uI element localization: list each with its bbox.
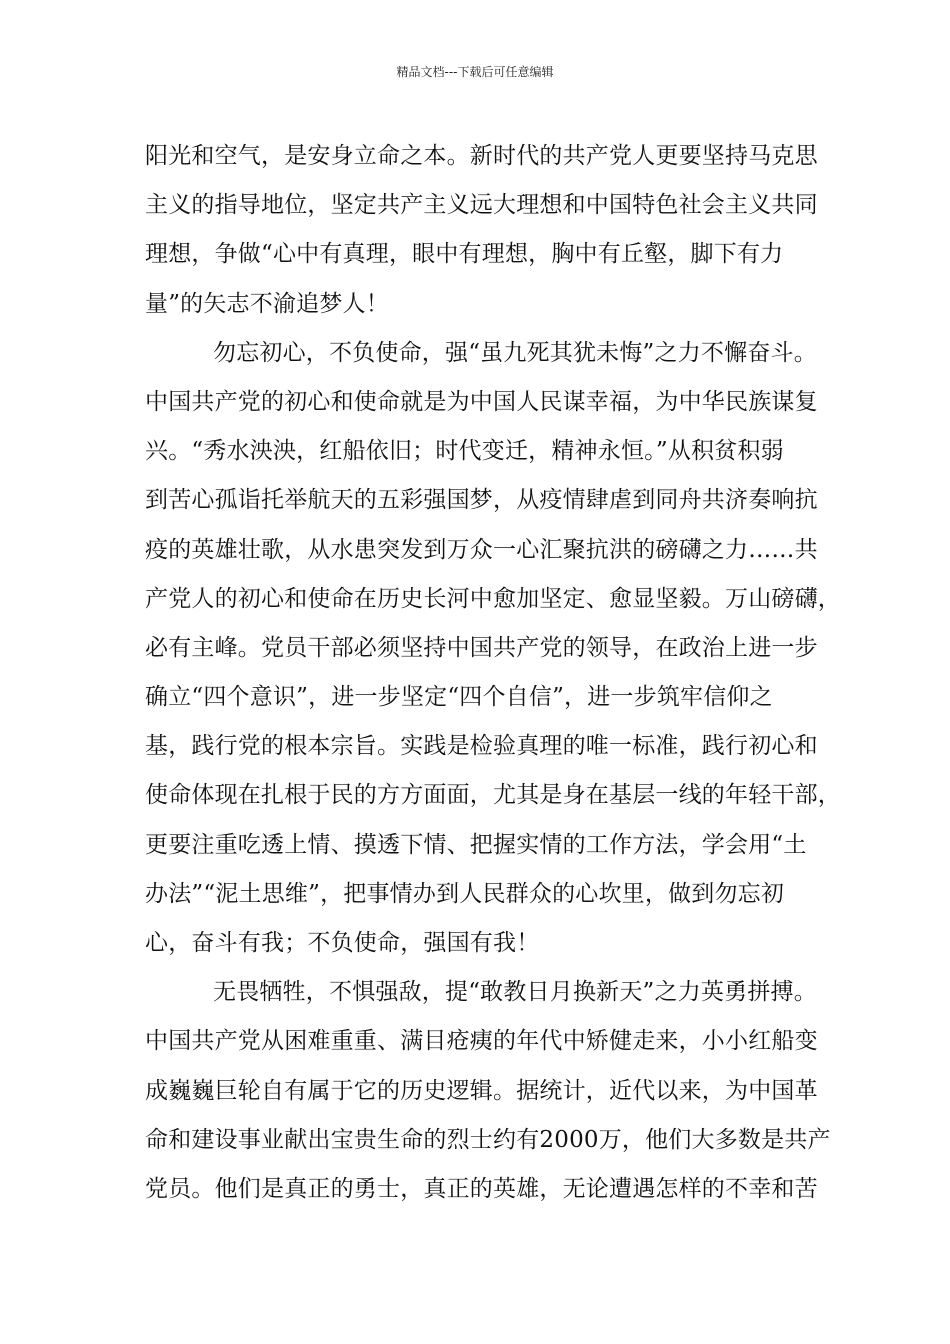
text-line: 中国共产党的初心和使命就是为中国人民谋幸福，为中华民族谋复 bbox=[145, 388, 818, 415]
paragraph-2 bbox=[145, 329, 841, 968]
page-header: 精品文档---下载后可任意编辑 bbox=[396, 65, 554, 79]
document-body bbox=[145, 132, 841, 1214]
text-line: 产党人的初心和使命在历史长河中愈加坚定、愈显坚毅。万山磅礴， bbox=[145, 585, 841, 612]
text-line: 量”的矢志不渝追梦人！ bbox=[145, 290, 389, 317]
text-line: 理想，争做“心中有真理，眼中有理想，胸中有丘壑，脚下有力 bbox=[145, 241, 784, 268]
paragraph-3 bbox=[145, 968, 831, 1214]
text-line: 党员。他们是真正的勇士，真正的英雄，无论遭遇怎样的不幸和苦 bbox=[145, 1175, 818, 1202]
text-line: 兴。“秀水泱泱，红船依旧；时代变迁，精神永恒。”从积贫积弱 bbox=[145, 438, 784, 465]
text-line: 中国共产党从困难重重、满目疮痍的年代中矫健走来，小小红船变 bbox=[145, 1028, 818, 1055]
text-line: 更要注重吃透上情、摸透下情、把握实情的工作方法，学会用“土 bbox=[145, 831, 807, 858]
text-line: 无畏牺牲，不惧强敌，提“敢教日月换新天”之力英勇拼搏。 bbox=[213, 979, 817, 1006]
text-line: 到苦心孤诣托举航天的五彩强国梦，从疫情肆虐到同舟共济奏响抗 bbox=[145, 487, 818, 514]
paragraph-1 bbox=[145, 132, 818, 329]
text-line: 疫的英雄壮歌，从水患突发到万众一心汇聚抗洪的磅礴之力……共 bbox=[145, 536, 818, 563]
text-line: 办法”“泥土思维”，把事情办到人民群众的心坎里，做到勿忘初 bbox=[145, 880, 785, 907]
text-line: 使命体现在扎根于民的方方面面，尤其是身在基层一线的年轻干部， bbox=[145, 782, 841, 809]
text-line: 阳光和空气，是安身立命之本。新时代的共产党人更要坚持马克思 bbox=[145, 143, 818, 169]
text-line: 确立“四个意识”，进一步坚定“四个自信”，进一步筑牢信仰之 bbox=[145, 684, 773, 711]
text-line: 主义的指导地位，坚定共产主义远大理想和中国特色社会主义共同 bbox=[145, 192, 818, 219]
text-line: 勿忘初心，不负使命，强“虽九死其犹未悔”之力不懈奋斗。 bbox=[213, 339, 817, 366]
text-line: 心，奋斗有我；不负使命，强国有我！ bbox=[145, 930, 540, 956]
text-line: 基，践行党的根本宗旨。实践是检验真理的唯一标准，践行初心和 bbox=[145, 733, 818, 760]
text-line: 命和建设事业献出宝贵生命的烈士约有2000万，他们大多数是共产 bbox=[145, 1126, 831, 1153]
text-line: 必有主峰。党员干部必须坚持中国共产党的领导，在政治上进一步 bbox=[145, 634, 818, 661]
text-line: 成巍巍巨轮自有属于它的历史逻辑。据统计，近代以来，为中国革 bbox=[145, 1077, 818, 1104]
